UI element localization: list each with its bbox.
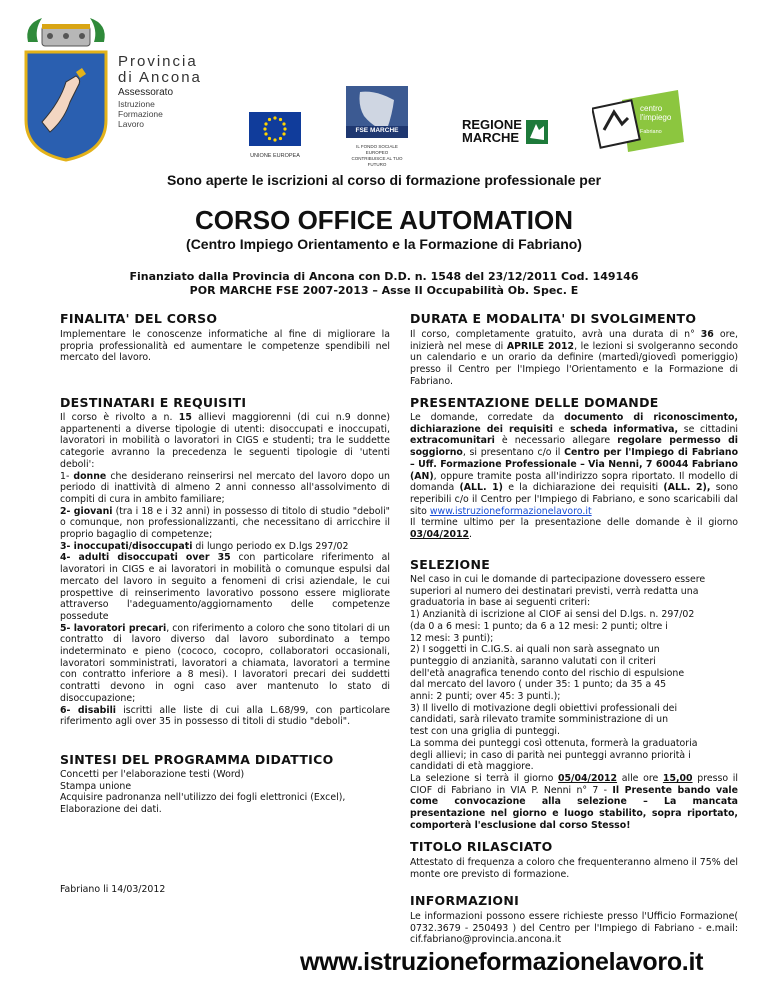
assessorato-sub: Istruzione Formazione Lavoro: [118, 99, 163, 129]
presentazione-text: Le domande, corredate da documento di riconoscimento, dichiarazione dei requisiti e scheda informativa, se cittadini extracomunitari è necessario allegare regolare permesso di soggiorno, si presentano c/o il Centro per l'Impiego di Fabriano – Uff. Formazione Professionale – Via Nenni, 7 60044 Fabriano (AN), oppure tramite posta all'indirizzo sopra riportato. Il modello di domanda (ALL. 1) e la dichiarazione dei requisiti (ALL. 2), sono reperibili c/o il Centro per l'Impiego di Fabriano, e sono scaricabili dal sito www.istruzioneformazionelavoro.it Il termine ultimo per la presentazione delle domande è il giorno 03/04/2012.: [410, 412, 739, 541]
destinatari-text: Il corso è rivolto a n. 15 allievi maggiorenni (di cui n.9 donne) appartenenti a diverse tipologie di utenti: disoccupati e inoccupati, lavoratori in mobilità o lavoratori in CIGS e studenti; tra le suddette categorie avranno la precedenza le seguenti tipologie di 'utenti deboli': 1- donne che desiderano reinserirsi nel mercato del lavoro dopo un periodo di inattività di almeno 2 anni connesso all'assolvimento di compiti di cura in ambito familiare; 2- giovani (tra i 18 e i 32 anni) in possesso di titolo di studio "deboli" o comunque, non professionalizzanti, che necessitano di arricchire il proprio bagaglio di competenze; 3- inoccupati/disoccupati di lungo periodo ex D.lgs 297/02 4- adulti disoccupati over 35 con particolare riferimento al lavoratori in CIGS e ai lavoratori in mobilità o comunque espulsi dal mercato del lavoro in seguito a fenomeni di crisi aziendale, le cui prospettive di reinserimento lavorativo possono essere migliorate attraverso l'adeguamento/aggiornamento delle competenze possedute 5- lavoratori precari, con riferimento a coloro che sono titolari di un contratto di lavoro diverso dal lavoro subordinato a tempo indeterminato e pieno (cococo, cocopro, collaboratori occasionali, lavoratori somministrati, lavoratori a chiamata, lavoratori a termine con contratto inferiore a 8 mesi). I lavoratori precari dei suddetti contratti devono in ogni caso aver mantenuto lo stato di disoccupazione; 6- disabili iscritti alle liste di cui alla L.68/99, con particolare riferimento agli over 35 in possesso di titoli di studio "deboli".: [60, 412, 391, 728]
informazioni-text: Le informazioni possono essere richieste presso l'Ufficio Formazione( 0732.3679 - 250493 ) del Centro per l'Impiego di Fabriano - e.mail: cif.fabriano@provincia.ancona.it: [410, 911, 738, 946]
footer-url[interactable]: www.istruzioneformazionelavoro.it: [300, 948, 704, 976]
site-link[interactable]: www.istruzioneformazionelavoro.it: [429, 505, 592, 517]
titolo-text: Attestato di frequenza a coloro che frequenteranno almeno il 75% del monte ore previsto di formazione.: [410, 857, 738, 880]
regione-line1: REGIONE: [462, 117, 522, 132]
fse-logo-caption: FSE MARCHE: [355, 127, 399, 134]
regione-emblem-icon: [526, 120, 548, 144]
eu-logo: [249, 112, 301, 159]
sintesi-text: Concetti per l'elaborazione testi (Word) Stampa unione Acquisire padronanza nell'utilizzo dei fogli elettronici (Excel), Elaborazione dei dati.: [60, 769, 346, 816]
centro-line3: Fabriano: [640, 129, 662, 135]
centro-line2: l'impiego: [640, 113, 672, 122]
durata-heading: DURATA E MODALITA' DI SVOLGIMENTO: [410, 311, 697, 326]
centro-impiego-logo: [592, 90, 688, 156]
date-place: Fabriano li 14/03/2012: [60, 884, 166, 895]
selezione-text: Nel caso in cui le domande di partecipazione dovessero essere superiori al numero dei destinatari previsti, verrà redatta una graduatoria in base ai seguenti criteri: 1) Anzianità di iscrizione al CIOF ai sensi del D.lgs. n. 297/02 (da 0 a 6 mesi: 1 punto; da 6 a 12 mesi: 2 punti; oltre i 12 mesi: 3 punti); 2) I soggetti in C.IG.S. ai quali non sarà assegnato un punteggio di anzianità, saranno valutati con il criteri dell'età anagrafica tenendo conto del rischio di espulsione dal mercato del lavoro ( under 35: 1 punto; da 35 a 45 anni: 2 punti; over 45: 3 punti.); 3) Il livello di motivazione degli obiettivi professionali dei candidati, sarà rilevato tramite somministrazione di un test con una griglia di punteggi. La somma dei punteggi così ottenuta, formerà la graduatoria degli allievi; in caso di parità nei punteggi avranno priorità i candidati di età maggiore. La selezione si terrà il giorno 05/04/2012 alle ore 15,00 presso il CIOF di Fabriano in VIA P. Nenni n° 7 - Il Presente bando vale come convocazione alla selezione – La mancata presentazione nel giorno e luogo stabilito, sopra riportato, comporterà l'esclusione dal corso Stesso!: [410, 574, 739, 831]
funding-line-2: POR MARCHE FSE 2007-2013 – Asse II Occupabilità Ob. Spec. E: [189, 284, 579, 297]
sintesi-heading: SINTESI DEL PROGRAMMA DIDATTICO: [60, 752, 334, 767]
centro-line1: centro: [640, 104, 663, 113]
fse-marche-logo: [346, 86, 408, 168]
titolo-heading: TITOLO RILASCIATO: [410, 839, 553, 854]
destinatari-heading: DESTINATARI E REQUISITI: [60, 395, 247, 410]
provincia-crest-logo: [20, 12, 112, 162]
course-subtitle: (Centro Impiego Orientamento e la Formazione di Fabriano): [186, 236, 582, 252]
durata-text: Il corso, completamente gratuito, avrà una durata di n° 36 ore, inizierà nel mese di APRILE 2012, le lezioni si svolgeranno secondo un calendario e un orario da definire (martedì/giovedì pomeriggio) presso il Centro per l'Impiego l'Orientamento e la Formazione di Fabriano.: [410, 329, 738, 387]
intro-line: Sono aperte le iscrizioni al corso di formazione professionale per: [166, 172, 602, 188]
province-name: Provincia di Ancona: [118, 53, 202, 86]
finalita-heading: FINALITA' DEL CORSO: [60, 311, 218, 326]
fse-logo-sub2: CONTRIBUISCE AL TUO FUTURO: [351, 156, 403, 167]
regione-line2: MARCHE: [462, 130, 520, 145]
finalita-text: Implementare le conoscenze informatiche al fine di migliorare la propria professionalità ed aumentare le competenze spendibili nel mercato del lavoro.: [60, 329, 390, 364]
assessorato-label: Assessorato: [118, 87, 174, 98]
informazioni-heading: INFORMAZIONI: [410, 893, 520, 908]
regione-marche-logo: [462, 118, 552, 148]
eu-logo-caption: UNIONE EUROPEA: [250, 153, 300, 159]
course-title: CORSO OFFICE AUTOMATION: [195, 205, 573, 235]
fse-logo-sub: IL FONDO SOCIALE EUROPEO: [356, 144, 398, 155]
funding-line-1: Finanziato dalla Provincia di Ancona con D.D. n. 1548 del 23/12/2011 Cod. 149146: [129, 270, 639, 283]
presentazione-heading: PRESENTAZIONE DELLE DOMANDE: [410, 395, 659, 410]
selezione-heading: SELEZIONE: [410, 557, 491, 572]
